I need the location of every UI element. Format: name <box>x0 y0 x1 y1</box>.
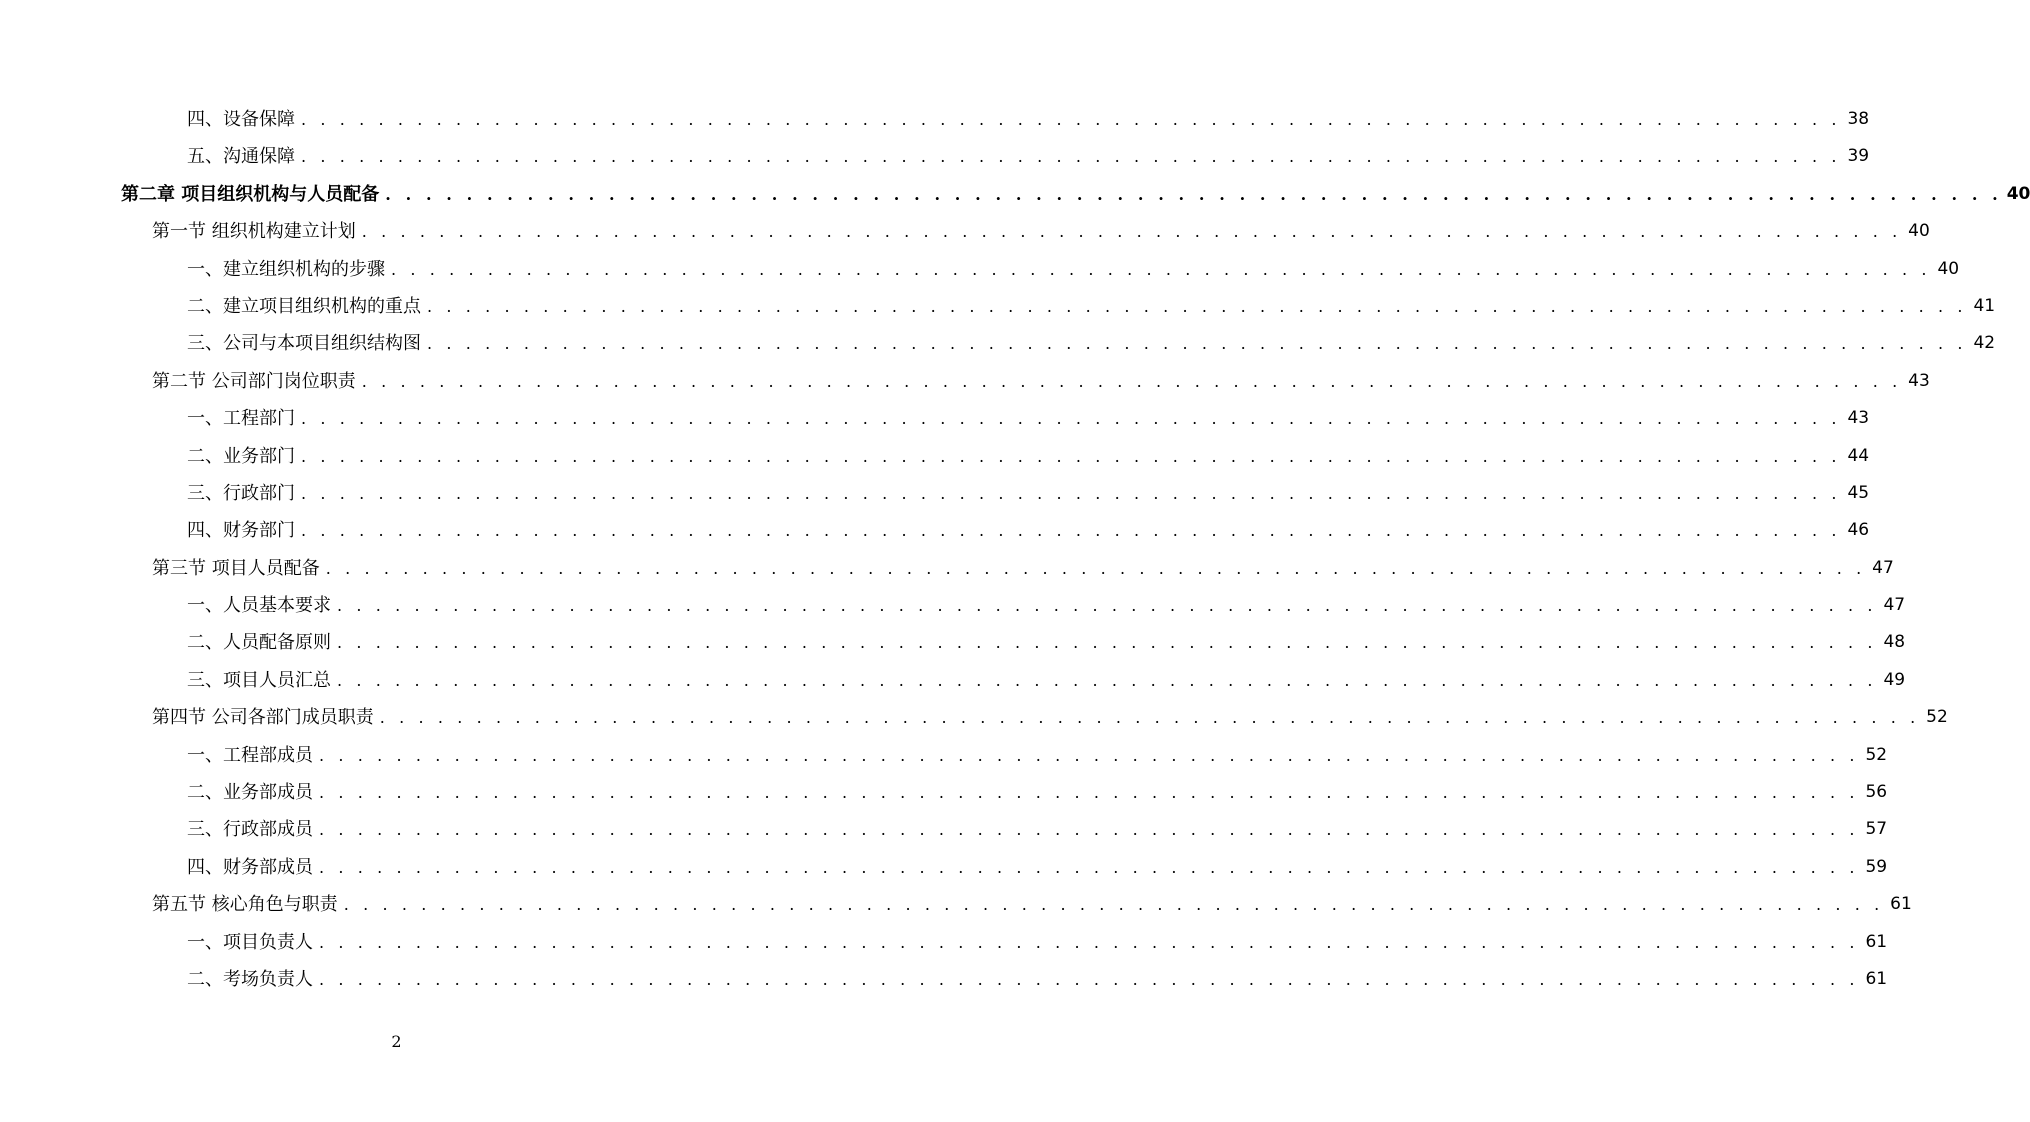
toc-entry[interactable] <box>0 251 1960 288</box>
toc-entry-title: 三、项目人员汇总 <box>187 669 331 691</box>
toc-entry[interactable] <box>0 213 1930 250</box>
toc-dot-leader: . . . . . . . . . . . . . . . . . . . . . . . . . . . . . . . . . . . . . . . . . . . . . . . . . . . . . . . . . . . . . . . . . . . . . . . . . . . . . . . . <box>391 259 1932 279</box>
toc-entry-title: 一、工程部成员 <box>187 744 313 766</box>
toc-entry[interactable] <box>0 587 1906 624</box>
toc-dot-leader: . . . . . . . . . . . . . . . . . . . . . . . . . . . . . . . . . . . . . . . . . . . . . . . . . . . . . . . . . . . . . . . . . . . . . . . . . . . . . . . . <box>427 296 1968 316</box>
toc-entry-page: 42 <box>1973 333 1996 354</box>
toc-entry[interactable] <box>0 550 1894 587</box>
toc-dot-leader: . . . . . . . . . . . . . . . . . . . . . . . . . . . . . . . . . . . . . . . . . . . . . . . . . . . . . . . . . . . . . . . . . . . . . . . . . . . . . . . . <box>337 670 1878 690</box>
toc-dot-leader: . . . . . . . . . . . . . . . . . . . . . . . . . . . . . . . . . . . . . . . . . . . . . . . . . . . . . . . . . . . . . . . . . . . . . . . . . . . . . . . . <box>361 371 1902 391</box>
toc-entry-page: 57 <box>1865 819 1888 840</box>
toc-entry-title: 二、建立项目组织机构的重点 <box>187 295 421 317</box>
toc-entry-title: 二、考场负责人 <box>187 968 313 990</box>
toc-dot-leader: . . . . . . . . . . . . . . . . . . . . . . . . . . . . . . . . . . . . . . . . . . . . . . . . . . . . . . . . . . . . . . . . . . . . . . . . . . . . . . . . <box>319 783 1860 803</box>
toc-entry-title: 三、公司与本项目组织结构图 <box>187 333 421 355</box>
toc-entry[interactable] <box>0 438 1870 475</box>
toc-entry[interactable] <box>0 699 1948 736</box>
toc-entry-page: 43 <box>1908 370 1930 391</box>
toc-dot-leader: . . . . . . . . . . . . . . . . . . . . . . . . . . . . . . . . . . . . . . . . . . . . . . . . . . . . . . . . . . . . . . . . . . . . . . . . . . . . . . . . <box>319 969 1860 989</box>
toc-entry-page: 47 <box>1872 557 1894 578</box>
toc-dot-leader: . . . . . . . . . . . . . . . . . . . . . . . . . . . . . . . . . . . . . . . . . . . . . . . . . . . . . . . . . . . . . . . . . . . . . . . . . . . . . . . . <box>319 932 1860 952</box>
toc-entry-page: 40 <box>2006 183 2030 204</box>
toc-entry-page: 56 <box>1865 782 1888 803</box>
toc-dot-leader: . . . . . . . . . . . . . . . . . . . . . . . . . . . . . . . . . . . . . . . . . . . . . . . . . . . . . . . . . . . . . . . . . . . . . . . . . . . . . . . . <box>379 708 1920 728</box>
toc-entry-page: 45 <box>1847 482 1870 503</box>
toc-entry[interactable] <box>0 325 1996 362</box>
toc-entry-page: 44 <box>1847 445 1870 466</box>
toc-entry-title: 四、设备保障 <box>187 109 295 130</box>
toc-dot-leader: . . . . . . . . . . . . . . . . . . . . . . . . . . . . . . . . . . . . . . . . . . . . . . . . . . . . . . . . . . . . . . . . . . . . . . . . . . . . . . . . <box>301 446 1842 466</box>
toc-dot-leader: . . . . . . . . . . . . . . . . . . . . . . . . . . . . . . . . . . . . . . . . . . . . . . . . . . . . . . . . . . . . . . . . . . . . . . . . . . . . . . . . <box>337 633 1878 653</box>
toc-entry-page: 61 <box>1890 894 1912 915</box>
toc-dot-leader: . . . . . . . . . . . . . . . . . . . . . . . . . . . . . . . . . . . . . . . . . . . . . . . . . . . . . . . . . . . . . . . . . . . . . . . . . . . . . . . . <box>301 483 1842 503</box>
toc-entry[interactable] <box>0 662 1906 699</box>
table-of-contents <box>0 101 2030 998</box>
toc-entry[interactable] <box>0 400 1870 437</box>
toc-entry-title: 一、项目负责人 <box>187 931 313 953</box>
toc-entry-title: 三、行政部门 <box>187 482 295 504</box>
toc-entry-title: 第五节 核心角色与职责 <box>152 894 338 916</box>
toc-dot-leader: . . . . . . . . . . . . . . . . . . . . . . . . . . . . . . . . . . . . . . . . . . . . . . . . . . . . . . . . . . . . . . . . . . . . . . . . . . . . . . . . <box>301 409 1842 429</box>
toc-entry-page: 59 <box>1865 856 1888 877</box>
toc-entry-page: 61 <box>1865 931 1888 952</box>
toc-entry-page: 40 <box>1937 258 1960 279</box>
toc-entry-page: 48 <box>1883 632 1906 653</box>
toc-entry[interactable] <box>0 774 1888 811</box>
toc-entry[interactable] <box>0 886 1912 923</box>
toc-entry[interactable] <box>0 961 1888 998</box>
toc-entry[interactable] <box>0 176 2030 213</box>
toc-entry[interactable] <box>0 512 1870 549</box>
toc-entry[interactable] <box>0 475 1870 512</box>
toc-dot-leader: . . . . . . . . . . . . . . . . . . . . . . . . . . . . . . . . . . . . . . . . . . . . . . . . . . . . . . . . . . . . . . . . . . . . . . . . . . . . . . . . <box>319 745 1860 765</box>
toc-entry-title: 二、人员配备原则 <box>187 632 331 654</box>
toc-entry-title: 一、工程部门 <box>187 408 295 430</box>
toc-entry[interactable] <box>0 737 1888 774</box>
toc-entry[interactable] <box>0 363 1930 400</box>
toc-entry[interactable] <box>0 288 1996 325</box>
toc-entry-page: 52 <box>1865 744 1888 765</box>
page-number: 2 <box>391 1032 402 1051</box>
toc-entry[interactable] <box>0 138 1870 175</box>
toc-entry-page: 43 <box>1847 408 1870 429</box>
toc-dot-leader: . . . . . . . . . . . . . . . . . . . . . . . . . . . . . . . . . . . . . . . . . . . . . . . . . . . . . . . . . . . . . . . . . . . . . . . . . . . . . . . . <box>385 184 2003 204</box>
toc-entry-title: 第三节 项目人员配备 <box>152 557 320 579</box>
toc-dot-leader: . . . . . . . . . . . . . . . . . . . . . . . . . . . . . . . . . . . . . . . . . . . . . . . . . . . . . . . . . . . . . . . . . . . . . . . . . . . . . . . . <box>427 334 1968 354</box>
toc-dot-leader: . . . . . . . . . . . . . . . . . . . . . . . . . . . . . . . . . . . . . . . . . . . . . . . . . . . . . . . . . . . . . . . . . . . . . . . . . . . . . . . . <box>319 857 1860 877</box>
toc-entry[interactable] <box>0 101 1870 138</box>
toc-entry-title: 第二节 公司部门岗位职责 <box>152 370 356 392</box>
toc-entry-title: 第一节 组织机构建立计划 <box>152 221 356 243</box>
toc-dot-leader: . . . . . . . . . . . . . . . . . . . . . . . . . . . . . . . . . . . . . . . . . . . . . . . . . . . . . . . . . . . . . . . . . . . . . . . . . . . . . . . . <box>337 596 1878 616</box>
toc-entry-page: 41 <box>1973 295 1996 316</box>
toc-entry[interactable] <box>0 624 1906 661</box>
toc-entry-title: 四、财务部门 <box>187 520 295 542</box>
toc-dot-leader: . . . . . . . . . . . . . . . . . . . . . . . . . . . . . . . . . . . . . . . . . . . . . . . . . . . . . . . . . . . . . . . . . . . . . . . . . . . . . . . . <box>361 222 1902 242</box>
toc-entry[interactable] <box>0 924 1888 961</box>
toc-dot-leader: . . . . . . . . . . . . . . . . . . . . . . . . . . . . . . . . . . . . . . . . . . . . . . . . . . . . . . . . . . . . . . . . . . . . . . . . . . . . . . . . <box>301 521 1842 541</box>
toc-entry-page: 39 <box>1847 146 1870 167</box>
toc-entry-page: 49 <box>1883 669 1906 690</box>
toc-dot-leader: . . . . . . . . . . . . . . . . . . . . . . . . . . . . . . . . . . . . . . . . . . . . . . . . . . . . . . . . . . . . . . . . . . . . . . . . . . . . . . . . <box>301 147 1842 167</box>
toc-dot-leader: . . . . . . . . . . . . . . . . . . . . . . . . . . . . . . . . . . . . . . . . . . . . . . . . . . . . . . . . . . . . . . . . . . . . . . . . . . . . . . . . <box>301 110 1842 129</box>
toc-entry-page: 40 <box>1908 221 1930 242</box>
toc-dot-leader: . . . . . . . . . . . . . . . . . . . . . . . . . . . . . . . . . . . . . . . . . . . . . . . . . . . . . . . . . . . . . . . . . . . . . . . . . . . . . . . . <box>319 820 1860 840</box>
toc-entry[interactable] <box>0 811 1888 848</box>
toc-entry-title: 第二章 项目组织机构与人员配备 <box>121 183 380 205</box>
toc-entry-page: 47 <box>1883 595 1906 616</box>
toc-dot-leader: . . . . . . . . . . . . . . . . . . . . . . . . . . . . . . . . . . . . . . . . . . . . . . . . . . . . . . . . . . . . . . . . . . . . . . . . . . . . . . . . <box>325 558 1866 578</box>
toc-entry[interactable] <box>0 849 1888 886</box>
toc-entry-title: 第四节 公司各部门成员职责 <box>152 707 374 729</box>
toc-entry-title: 五、沟通保障 <box>187 146 295 168</box>
toc-entry-page: 38 <box>1847 109 1870 129</box>
toc-dot-leader: . . . . . . . . . . . . . . . . . . . . . . . . . . . . . . . . . . . . . . . . . . . . . . . . . . . . . . . . . . . . . . . . . . . . . . . . . . . . . . . . <box>343 895 1884 915</box>
toc-entry-title: 一、人员基本要求 <box>187 595 331 617</box>
toc-entry-title: 四、财务部成员 <box>187 856 313 878</box>
toc-entry-title: 一、建立组织机构的步骤 <box>187 258 385 280</box>
toc-entry-page: 52 <box>1926 707 1948 728</box>
toc-entry-page: 46 <box>1847 520 1870 541</box>
toc-entry-title: 二、业务部成员 <box>187 782 313 804</box>
toc-entry-page: 61 <box>1865 968 1888 989</box>
toc-entry-title: 三、行政部成员 <box>187 819 313 841</box>
toc-entry-title: 二、业务部门 <box>187 445 295 467</box>
